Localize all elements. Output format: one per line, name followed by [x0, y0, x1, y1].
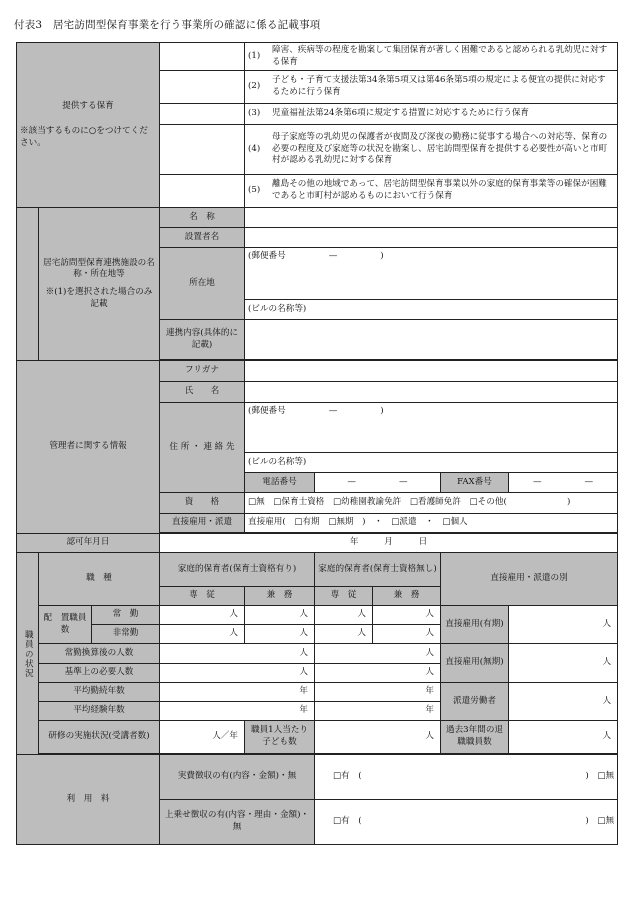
- col-qualified-header: 家庭的保育者(保育士資格有り): [160, 553, 315, 587]
- option-3-mark[interactable]: [160, 104, 245, 125]
- per-staff-label: 職員1人当たり子ども数: [245, 721, 315, 754]
- cell[interactable]: 人: [315, 625, 373, 644]
- phone-field[interactable]: — —: [315, 473, 441, 493]
- part-time-label: 非常勤: [92, 625, 160, 644]
- facility-coop-label: 連携内容(具体的に記載): [160, 320, 245, 360]
- facility-building-field[interactable]: (ビルの名称等): [245, 300, 618, 320]
- fte-b[interactable]: 人: [315, 644, 441, 664]
- job-type-label: 職 種: [39, 553, 160, 606]
- fee-label: 利 用 料: [17, 755, 160, 845]
- direct-fixed-field[interactable]: 人: [509, 606, 618, 644]
- cell[interactable]: 人: [373, 606, 441, 625]
- employment-options[interactable]: 直接雇用( □有期 □無期 ) ・ □派遣 ・ □個人: [245, 514, 618, 533]
- qualification-options[interactable]: □無 □保育士資格 □幼稚園教諭免許 □看護師免許 □その他( ): [245, 493, 618, 514]
- manager-postal-field[interactable]: (郵便番号 — ): [245, 403, 618, 453]
- facility-name-label: 名 称: [160, 208, 245, 228]
- cell[interactable]: 人: [160, 625, 245, 644]
- facility-indent: [17, 208, 39, 361]
- facility-postal-field[interactable]: (郵便番号 — ): [245, 248, 618, 300]
- actual-cost-field[interactable]: □有 ( ) □無: [315, 755, 618, 800]
- manager-address-label: 住 所 ・ 連 絡 先: [160, 403, 245, 493]
- fte-a[interactable]: 人: [160, 644, 315, 664]
- qualified-concurrent: 兼 務: [245, 587, 315, 606]
- option-5-mark[interactable]: [160, 175, 245, 208]
- cell[interactable]: 人: [245, 625, 315, 644]
- qualification-label: 資 格: [160, 493, 245, 514]
- facility-coop-field[interactable]: [245, 320, 618, 360]
- manager-furigana-label: フリガナ: [160, 361, 245, 382]
- facility-label: 居宅訪問型保育連携施設の名称・所在地等 ※(1)を選択された場合のみ記載: [39, 208, 160, 361]
- manager-furigana-field[interactable]: [245, 361, 618, 382]
- unqualified-full-time: 専 従: [315, 587, 373, 606]
- training-field[interactable]: 人／年: [160, 721, 245, 754]
- required-b[interactable]: 人: [315, 664, 441, 683]
- approval-date-field[interactable]: 年 月 日: [160, 534, 618, 553]
- cell[interactable]: 人: [315, 606, 373, 625]
- fte-label: 常勤換算後の人数: [39, 644, 160, 664]
- col-unqualified-header: 家庭的保育者(保育士資格無し): [315, 553, 441, 587]
- regular-label: 常 勤: [92, 606, 160, 625]
- extra-charge-field[interactable]: □有 ( ) □無: [315, 800, 618, 845]
- employment-type-header: 直接雇用・派遣の別: [441, 553, 618, 606]
- record-form-table: [16, 42, 618, 845]
- avg-exp-label: 平均経験年数: [39, 702, 160, 721]
- option-4-mark[interactable]: [160, 125, 245, 175]
- form-title: 付表3 居宅訪問型保育事業を行う事業所の確認に係る記載事項: [14, 19, 321, 31]
- facility-founder-field[interactable]: [245, 228, 618, 248]
- approval-date-label: 認可年月日: [17, 534, 160, 553]
- retired-label: 過去3年間の退職職員数: [441, 721, 509, 754]
- avg-tenure-b[interactable]: 年: [315, 683, 441, 702]
- manager-building-field[interactable]: (ビルの名称等): [245, 453, 618, 473]
- required-label: 基準上の必要人数: [39, 664, 160, 683]
- fax-field[interactable]: — —: [509, 473, 618, 493]
- direct-fixed-label: 直接雇用(有期): [441, 606, 509, 644]
- cell[interactable]: 人: [245, 606, 315, 625]
- placement-label: 配 置職員数: [39, 606, 92, 644]
- facility-name-field[interactable]: [245, 208, 618, 228]
- avg-tenure-a[interactable]: 年: [160, 683, 315, 702]
- option-2-mark[interactable]: [160, 71, 245, 104]
- manager-name-label: 氏 名: [160, 382, 245, 403]
- avg-exp-b[interactable]: 年: [315, 702, 441, 721]
- option-2[interactable]: (2) 子ども・子育て支援法第34条第5項又は第46条第5項の規定による便宜の提供に対応するために行う保育: [245, 71, 618, 104]
- staff-section-label: 職員の状況: [17, 553, 39, 755]
- employment-label: 直接雇用・派遣: [160, 514, 245, 533]
- per-staff-field[interactable]: 人: [315, 721, 441, 754]
- dispatch-label: 派遣労働者: [441, 683, 509, 721]
- cell[interactable]: 人: [160, 606, 245, 625]
- actual-cost-label: 実費徴収の有(内容・金額)・無: [160, 755, 315, 800]
- option-1-mark[interactable]: [160, 43, 245, 71]
- option-1[interactable]: (1) 障害、疾病等の程度を勘案して集団保育が著しく困難であると認められる乳幼児に対する保育: [245, 43, 618, 71]
- cell[interactable]: 人: [373, 625, 441, 644]
- direct-open-field[interactable]: 人: [509, 644, 618, 683]
- direct-open-label: 直接雇用(無期): [441, 644, 509, 683]
- avg-tenure-label: 平均勤続年数: [39, 683, 160, 702]
- facility-address-label: 所在地: [160, 248, 245, 320]
- manager-name-field[interactable]: [245, 382, 618, 403]
- unqualified-concurrent: 兼 務: [373, 587, 441, 606]
- extra-charge-label: 上乗せ徴収の有(内容・理由・金額)・無: [160, 800, 315, 845]
- retired-field[interactable]: 人: [509, 721, 618, 754]
- facility-founder-label: 設置者名: [160, 228, 245, 248]
- option-5[interactable]: (5) 離島その他の地域であって、居宅訪問型保育事業以外の家庭的保育事業等の確保が困難であると市町村が認めるものにおいて行う保育: [245, 175, 618, 208]
- avg-exp-a[interactable]: 年: [160, 702, 315, 721]
- phone-label: 電話番号: [245, 473, 315, 493]
- qualified-full-time: 専 従: [160, 587, 245, 606]
- dispatch-field[interactable]: 人: [509, 683, 618, 721]
- training-label: 研修の実施状況(受講者数): [39, 721, 160, 754]
- manager-label: 管理者に関する情報: [17, 361, 160, 534]
- fax-label: FAX番号: [441, 473, 509, 493]
- option-4[interactable]: (4) 母子家庭等の乳幼児の保護者が夜間及び深夜の勤務に従事する場合への対応等、保育の必要の程度及び家庭等の状況を勘案し、居宅訪問型保育を提供する必要性が高いと市町村が認める乳幼児に対する保育: [245, 125, 618, 175]
- provided-care-label: 提供する保育 ※該当するものに○をつけてください。: [17, 43, 160, 208]
- required-a[interactable]: 人: [160, 664, 315, 683]
- option-3[interactable]: (3) 児童福祉法第24条第6項に規定する措置に対応するために行う保育: [245, 104, 618, 125]
